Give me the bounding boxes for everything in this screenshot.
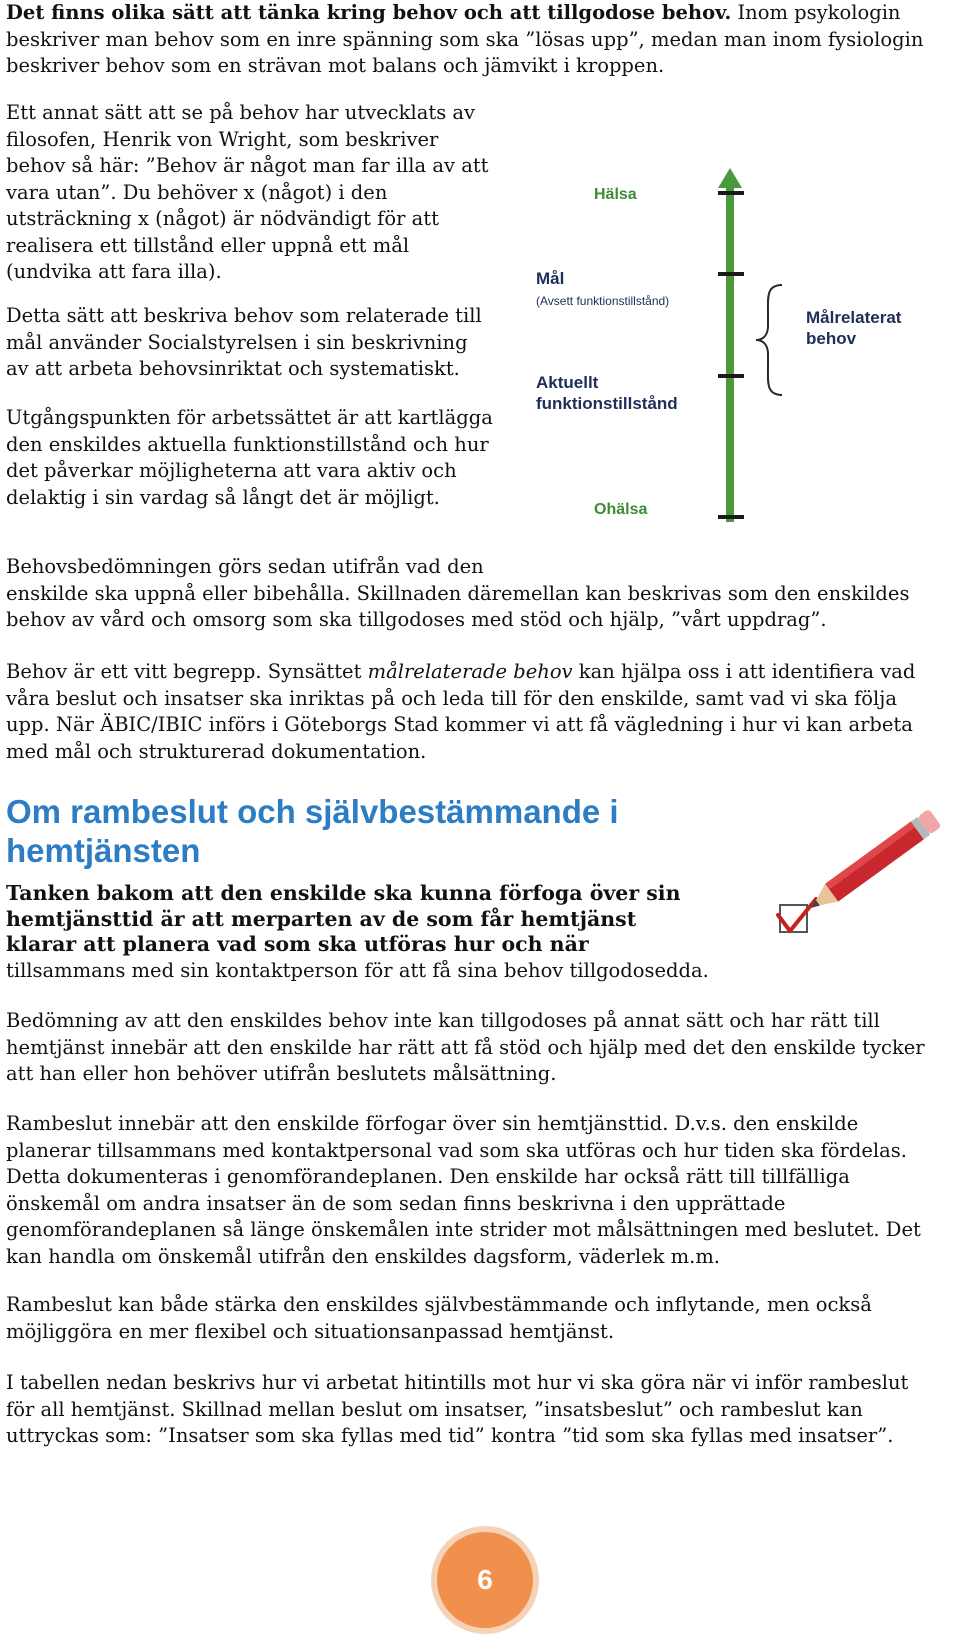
behovsbedomning-paragraph: Behovsbedömningen görs sedan utifrån vad den enskilde ska uppnå eller bibehålla. Skillnaden däremellan kan beskrivas som den enskildes behov av vård och omsorg som ska tillgodoses med stöd och hjälp, ”vårt uppdrag”.	[6, 555, 910, 631]
lead-paragraph	[6, 881, 946, 983]
vitt-italic: målrelaterade behov	[367, 660, 573, 683]
section-heading: Om rambeslut och självbestämmande i hemtjänsten	[6, 793, 619, 869]
tabell-paragraph: I tabellen nedan beskrivs hur vi arbetat hitintills mot hur vi ska göra när vi inför rambeslut för all hemtjänst. Skillnad mellan beslut om insatser, ”insatsbeslut” och rambeslut kan uttryckas som: ”Insatser som ska fyllas med tid” kontra ”tid som ska fyllas med insatser”.	[6, 1371, 909, 1447]
flexibel-paragraph: Rambeslut kan både stärka den enskildes självbestämmande och inflytande, men också möjliggöra en mer flexibel och situationsanpassad hemtjänst.	[6, 1293, 872, 1343]
utgangspunkt-paragraph: Utgångspunkten för arbetssättet är att kartlägga den enskildes aktuella funktionstillstånd och hur det påverkar möjligheterna att vara aktiv och delaktig i sin vardag så långt det är möjligt.	[6, 406, 493, 509]
current-state-label: Aktuellt funktionstillstånd	[536, 373, 678, 413]
vitt-after: kan hjälpa oss i att identifiera vad våra beslut och insatser ska inriktas på och leda till för den enskilde, samt vad vi ska följa upp. När ÄBIC/IBIC införs i Göteborgs Stad kommer vi att få vägledning i hur vi kan arbeta med mål och strukturerad dokumentation.	[6, 660, 916, 763]
goal-note: (Avsett funktionstillstånd)	[536, 294, 670, 308]
rambeslut-paragraph: Rambeslut innebär att den enskilde förfogar över sin hemtjänsttid. D.v.s. den enskilde planerar tillsammans med kontaktpersonal vad som ska utföras och hur tiden ska fördelas. Detta dokumenteras i genomförandeplanen. Den enskilde har också rätt till tillfälliga önskemål om andra insatser än de som sedan finns beskrivna i den upprättade genomförandeplanen så länge önskemålen inte strider mot målsättningen med beslutet. Det kan handla om önskemål utifrån den enskildes dagsform, väderlek m.m.	[6, 1112, 921, 1268]
intro-rest: Inom psykologin beskriver man behov som en inre spänning som ska ”lösas upp”, medan man inom fysiologin beskriver behov som en strävan mot balans och jämvikt i kroppen.	[6, 1, 924, 77]
intro-lead: Det finns olika sätt att tänka kring behov och att tillgodose behov.	[6, 1, 732, 24]
vitt-before: Behov är ett vitt begrepp. Synsättet	[6, 660, 368, 683]
brace-icon	[752, 282, 788, 398]
goal-label: Mål	[536, 269, 565, 288]
vitt-begrepp-paragraph	[6, 659, 946, 765]
von-wright-paragraph: Ett annat sätt att se på behov har utvecklats av filosofen, Henrik von Wright, som beskriver behov så här: ”Behov är något man far illa av att vara utan”. Du behöver x (något) i den utsträckning x (något) är nödvändigt för att realisera ett tillstånd eller uppnå ett mål (undvika att fara illa).	[6, 101, 489, 283]
bedomning-paragraph: Bedömning av att den enskildes behov inte kan tillgodoses på annat sätt och har rätt till hemtjänst innebär att den enskilde har rätt att få stöd och hjälp med det den enskilde tycker att han eller hon behöver utifrån beslutets målsättning.	[6, 1009, 925, 1085]
lead-bold: Tanken bakom att den enskilde ska kunna förfoga över sin hemtjänsttid är att merparten av de som får hemtjänst klarar att planera vad som ska utföras hur och när	[6, 881, 681, 956]
health-scale-line	[700, 160, 760, 530]
socialstyrelsen-paragraph: Detta sätt att beskriva behov som relaterade till mål använder Socialstyrelsen i sin beskrivning av att arbeta behovsinriktat och systematiskt.	[6, 304, 482, 380]
lead-normal: tillsammans med sin kontaktperson för att få sina behov tillgodosedda.	[6, 958, 709, 982]
goal-related-need-label: Målrelaterat behov	[806, 308, 902, 348]
intro-paragraph	[6, 0, 936, 80]
page-number-badge: 6	[437, 1532, 533, 1628]
health-label: Hälsa	[594, 186, 637, 203]
ill-health-label: Ohälsa	[594, 501, 648, 518]
